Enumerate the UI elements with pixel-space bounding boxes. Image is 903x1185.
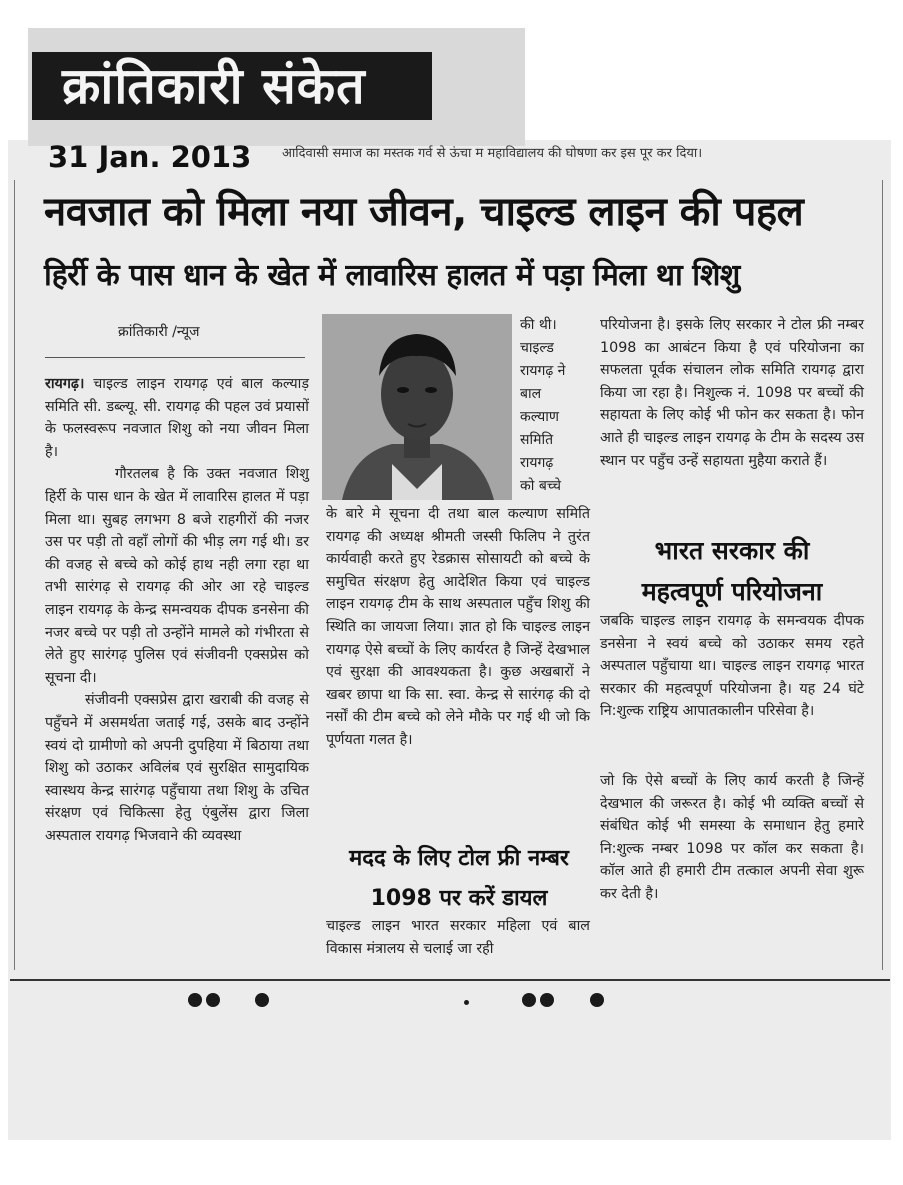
paragraph: जबकि चाइल्ड लाइन रायगढ़ के समन्वयक दीपक डनसेना ने स्वयं बच्चे को उठाकर समय रहते अस्पताल पहुँचाया था। चाइल्ड लाइन रायगढ़ भारत सरकार की महत्वपूर्ण परियोजना है। यह 24 घंटे नि:शुल्क राष्ट्रिय आपातकालीन परिसेवा है। (600, 613, 864, 720)
subhead-tollfree-number: 1098 पर करें डायल (370, 886, 548, 911)
wrap-line: चाइल्ड (520, 340, 554, 356)
left-column-rule (14, 180, 15, 970)
paragraph: चाइल्ड लाइन भारत सरकार महिला एवं बाल विकास मंत्रालय से चलाई जा रही (326, 918, 590, 957)
headline: नवजात को मिला नया जीवन, चाइल्ड लाइन की पहल (44, 189, 804, 235)
ornament-dot (540, 993, 554, 1007)
byline: क्रांतिकारी /न्यूज (118, 324, 200, 340)
paragraph (45, 373, 309, 463)
ornament-dot (255, 993, 269, 1007)
dateline: रायगढ़। (45, 376, 85, 392)
subhead-government: भारत सरकार की (654, 536, 810, 565)
wrap-line: कल्याण (520, 409, 560, 425)
article-column-1 (45, 373, 309, 847)
paragraph: जो कि ऐसे बच्चों के लिए कार्य करती है जिन्हें देखभाल की जरूरत है। कोई भी व्यक्ति बच्चों से संबंधित कोई भी समस्या के समाधान हेतु हमारे नि:शुल्क नम्बर 1098 पर कॉल कर सकता है। कॉल आते ही हमारी टीम तत्काल अपनी सेवा शुरू कर देती है। (600, 773, 864, 902)
right-column-rule (882, 180, 883, 970)
article-column-3 (600, 314, 864, 472)
bottom-divider (10, 979, 890, 981)
article-column-3-bottom (600, 770, 864, 906)
wrap-line: रायगढ़ ने (520, 363, 566, 379)
ornament-dot (188, 993, 202, 1007)
subhead-project: महत्वपूर्ण परियोजना (641, 577, 823, 606)
paragraph: गौरतलब है कि उक्त नवजात शिशु हिर्री के पास धान के खेत में लावारिस हालत में पड़ा मिला था। सुबह लगभग 8 बजे राहगीरों की नजर उस पर पड़ी तो वहाँ लोगों की भीड़ लग गई थी। डर की वजह से बच्चे को कोई हाथ नही लगा रहा था तभी सारंगढ़ से रायगढ़ की ओर आ रहे चाइल्ड लाइन रायगढ़ के केन्द्र समन्वयक दीपक डनसेना की नजर बच्चे पर पड़ी तो उन्होंने मामले को गंभीरता से लेते हुए सारंगढ़ पुलिस एवं संजीवनी एक्सप्रेस को सूचना दी। (45, 466, 309, 686)
paragraph: संजीवनी एक्सप्रेस द्वारा खराबी की वजह से पहुँचने में असमर्थता जताई गई, उसके बाद उन्होंने स्वयं दो ग्रामीणो को अपनी दुपहिया में बिठाया तथा शिशु को उठाकर अविलंब एवं सुरक्षित सामुदायिक स्वास्थय केन्द्र सारंगढ़ पहुँचाया तथा शिशु के उचित संरक्षण एवं चिकित्सा हेतु एंबुलेंस द्वारा जिला अस्पताल रायगढ़ भिजवाने की व्यवस्था (45, 692, 309, 844)
top-strip-text: आदिवासी समाज का मस्तक गर्व से ऊंचा म महाविद्यालय की घोषणा कर इस पूर कर दिया। (282, 146, 703, 161)
ornament-dot (206, 993, 220, 1007)
ornament-dot (590, 993, 604, 1007)
ornament-dot (522, 993, 536, 1007)
article-column-2-wrap (520, 314, 590, 498)
article-column-2-bottom (326, 915, 590, 960)
article-column-3-middle (600, 610, 864, 723)
wrap-line: बाल (520, 386, 542, 402)
wrap-line: की थी। (520, 317, 557, 333)
ornament-dot (464, 1000, 469, 1005)
wrap-line: समिति (520, 432, 554, 448)
paragraph: के बारे मे सूचना दी तथा बाल कल्याण समिति रायगढ़ की अध्यक्ष श्रीमती जस्सी फिलिप ने तुरंत कार्यवाही करते हुए रेडक्रास सोसायटी को बच्चे के समुचित संरक्षण हेतु आदेशित किया एवं चाइल्ड लाइन रायगढ़ टीम के साथ अस्पताल पहुँच शिशु की स्थिति का जायजा लिया। ज्ञात हो कि चाइल्ड लाइन रायगढ़ ऐसे बच्चों के लिए कार्यरत है जिन्हें देखभाल एवं सुरक्षा की आवश्यकता है। कुछ अखबारों ने खबर छापा था कि सा. स्वा. केन्द्र से सारंगढ़ की दो नर्सों की टीम बच्चे को लेने मौके पर गई थी जो कि पूर्णयता गलत है। (326, 506, 590, 748)
wrap-line: को बच्चे (520, 478, 561, 494)
paragraph: परियोजना है। इसके लिए सरकार ने टोल फ्री नम्बर 1098 का आबंटन किया है एवं परियोजना का सफलता पूर्वक संचालन लोक समिति रायगढ़ द्वारा किया जा रहा है। निशुल्क नं. 1098 पर बच्चों की सहायता के लिए कोई भी फोन कर सकता है। फोन आते ही चाइल्ड लाइन रायगढ़ के टीम के सदस्य उस स्थान पर पहुँच उन्हें सहायता मुहैया कराते हैं। (600, 317, 864, 469)
publication-date: 31 Jan. 2013 (48, 140, 252, 174)
byline-divider (45, 357, 305, 358)
subhead-tollfree: मदद के लिए टोल फ्री नम्बर (349, 846, 569, 871)
person-photo (322, 314, 512, 500)
wrap-line: रायगढ़ (520, 455, 554, 471)
paragraph-text: चाइल्ड लाइन रायगढ़ एवं बाल कल्याड़ समिति सी. डब्ल्यू. सी. रायगढ़ की पहल उवं प्रयासों के फलस्वरूप नवजात शिशु को नया जीवन मिला है। (45, 376, 309, 460)
article-column-2 (326, 503, 590, 752)
masthead-title: क्रांतिकारी संकेत (62, 57, 366, 115)
subheadline: हिर्री के पास धान के खेत में लावारिस हालत में पड़ा मिला था शिशु (44, 258, 740, 293)
